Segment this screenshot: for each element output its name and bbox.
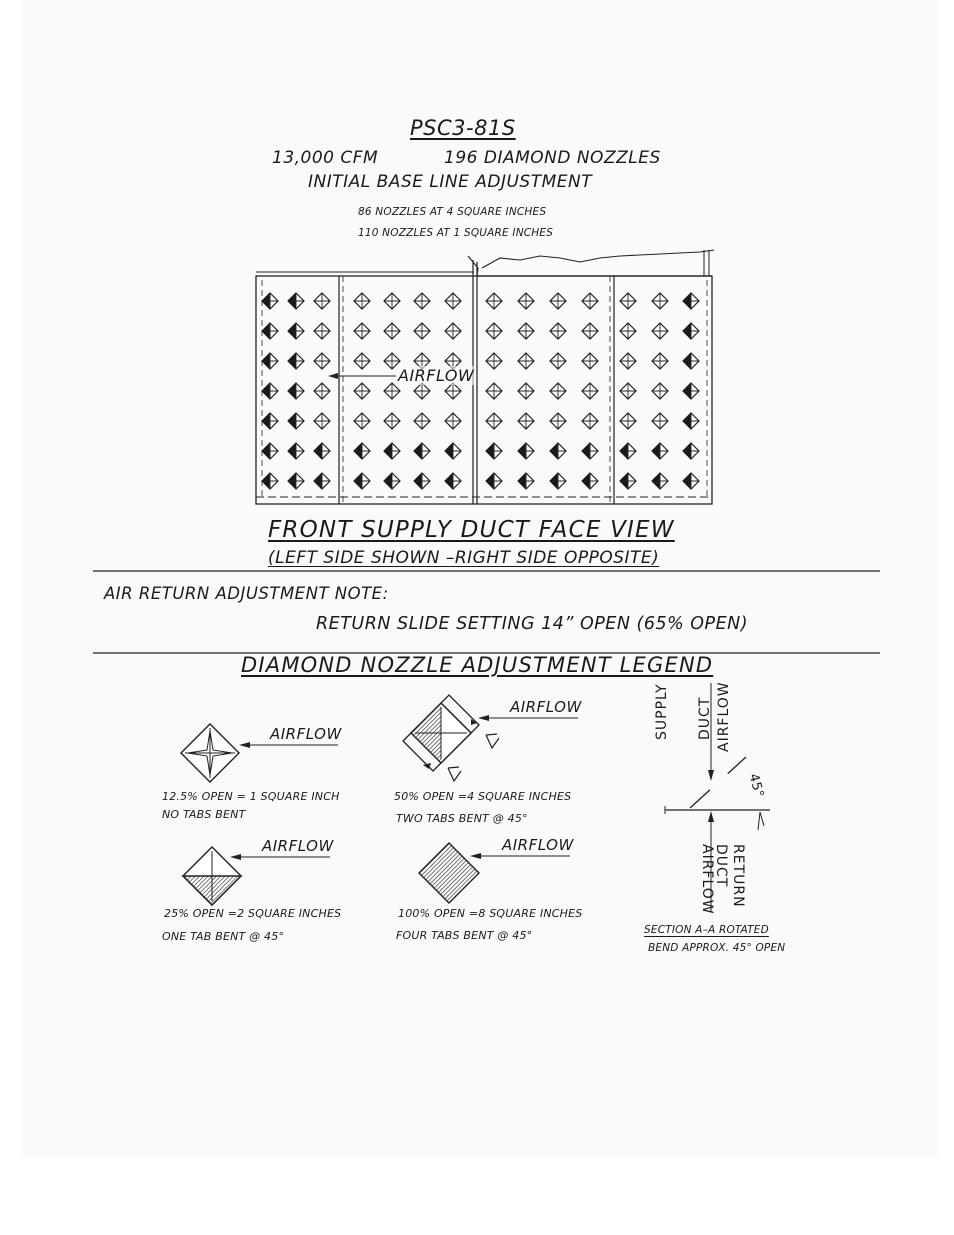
nozzle [518, 473, 534, 489]
nozzle [582, 323, 598, 339]
nozzle [262, 413, 278, 429]
section-return-duct-label: DUCT [713, 844, 729, 888]
adjustment-title: INITIAL BASE LINE ADJUSTMENT [308, 172, 593, 192]
nozzle [354, 443, 370, 459]
nozzle [314, 353, 330, 369]
nozzle [582, 293, 598, 309]
nozzle [354, 473, 370, 489]
duct-airflow-label: AIRFLOW [398, 366, 475, 385]
nozzle [445, 323, 461, 339]
nozzle [683, 473, 699, 489]
nozzle [652, 293, 668, 309]
section-supply-duct-label: DUCT [697, 696, 713, 740]
nozzle [288, 443, 304, 459]
nozzle [620, 413, 636, 429]
nozzle [288, 323, 304, 339]
nozzle [486, 473, 502, 489]
nozzle [550, 293, 566, 309]
nozzle [518, 293, 534, 309]
nozzle [445, 443, 461, 459]
section-return-airflow-label: AIRFLOW [699, 844, 715, 915]
nozzle [288, 413, 304, 429]
nozzle [354, 413, 370, 429]
nozzle [620, 353, 636, 369]
nozzle [683, 383, 699, 399]
nozzle [414, 323, 430, 339]
nozzle [354, 383, 370, 399]
nozzle [652, 473, 668, 489]
legend-1-line2: NO TABS BENT [162, 808, 246, 821]
nozzle [288, 353, 304, 369]
section-return-label: RETURN [730, 844, 746, 908]
nozzle [518, 413, 534, 429]
air-return-title: AIR RETURN ADJUSTMENT NOTE: [104, 584, 389, 603]
nozzle [445, 293, 461, 309]
nozzle [314, 383, 330, 399]
duct-view-title: FRONT SUPPLY DUCT FACE VIEW [268, 517, 675, 543]
section-note: BEND APPROX. 45° OPEN [648, 942, 786, 954]
nozzle [288, 473, 304, 489]
nozzle [550, 323, 566, 339]
nozzle [314, 323, 330, 339]
nozzle [550, 353, 566, 369]
nozzle [384, 293, 400, 309]
nozzle [262, 383, 278, 399]
nozzle [445, 383, 461, 399]
nozzle [518, 353, 534, 369]
legend-4-airflow: AIRFLOW [502, 836, 574, 854]
nozzle [683, 353, 699, 369]
nozzle [652, 443, 668, 459]
legend-symbol-25 [183, 847, 241, 905]
legend-4-line1: 100% OPEN =8 SQUARE INCHES [398, 907, 583, 920]
nozzle [414, 473, 430, 489]
cfm-text: 13,000 CFM [272, 148, 379, 168]
legend-4-line2: FOUR TABS BENT @ 45° [396, 929, 533, 942]
nozzle [683, 443, 699, 459]
nozzle [582, 473, 598, 489]
legend-3-line2: ONE TAB BENT @ 45° [162, 930, 285, 943]
nozzle [518, 323, 534, 339]
nozzle [384, 413, 400, 429]
nozzle [262, 293, 278, 309]
nozzle [620, 383, 636, 399]
nozzle [683, 323, 699, 339]
nozzle [314, 413, 330, 429]
legend-2-line1: 50% OPEN =4 SQUARE INCHES [394, 790, 572, 803]
legend-title: DIAMOND NOZZLE ADJUSTMENT LEGEND [241, 653, 714, 677]
duct-view-subtitle: (LEFT SIDE SHOWN –RIGHT SIDE OPPOSITE) [268, 548, 660, 568]
nozzle [384, 443, 400, 459]
nozzle [486, 293, 502, 309]
legend-3-airflow: AIRFLOW [262, 837, 334, 855]
nozzle [582, 413, 598, 429]
nozzle [262, 323, 278, 339]
legend-2-airflow: AIRFLOW [510, 698, 582, 716]
nozzle [620, 293, 636, 309]
nozzle [582, 353, 598, 369]
nozzle [652, 413, 668, 429]
nozzle [620, 323, 636, 339]
nozzle [486, 383, 502, 399]
nozzle [518, 383, 534, 399]
nozzle [314, 293, 330, 309]
nozzle [414, 383, 430, 399]
nozzle [582, 383, 598, 399]
nozzle [384, 473, 400, 489]
model-title: PSC3-81S [410, 116, 516, 140]
legend-2-line2: TWO TABS BENT @ 45° [396, 812, 528, 825]
nozzle [288, 293, 304, 309]
nozzle [414, 293, 430, 309]
nozzle [486, 443, 502, 459]
legend-symbol-100 [419, 843, 479, 903]
legend-symbol-50 [403, 695, 479, 771]
nozzle [288, 383, 304, 399]
nozzle [620, 473, 636, 489]
nozzle [384, 383, 400, 399]
spec-line-1: 86 NOZZLES AT 4 SQUARE INCHES [358, 206, 547, 218]
nozzle [620, 443, 636, 459]
nozzle [486, 353, 502, 369]
nozzle-count-text: 196 DIAMOND NOZZLES [444, 148, 661, 168]
nozzle [652, 383, 668, 399]
nozzle [652, 323, 668, 339]
nozzle [354, 353, 370, 369]
nozzle [262, 353, 278, 369]
nozzle [550, 473, 566, 489]
nozzle [683, 293, 699, 309]
legend-symbol-12-5 [181, 724, 239, 782]
nozzle [262, 443, 278, 459]
legend-3-line1: 25% OPEN =2 SQUARE INCHES [164, 907, 342, 920]
nozzle [486, 323, 502, 339]
nozzle [354, 293, 370, 309]
nozzle [445, 473, 461, 489]
nozzle [486, 413, 502, 429]
nozzle [550, 413, 566, 429]
nozzle [518, 443, 534, 459]
nozzle [354, 323, 370, 339]
section-caption: SECTION A–A ROTATED [644, 924, 769, 936]
nozzle [550, 383, 566, 399]
nozzle [314, 473, 330, 489]
section-supply-airflow-label: AIRFLOW [716, 681, 732, 752]
nozzle [445, 413, 461, 429]
legend-1-airflow: AIRFLOW [270, 725, 342, 743]
spec-line-2: 110 NOZZLES AT 1 SQUARE INCHES [358, 227, 554, 239]
nozzle [582, 443, 598, 459]
nozzle [683, 413, 699, 429]
nozzle [652, 353, 668, 369]
air-return-setting: RETURN SLIDE SETTING 14” OPEN (65% OPEN) [316, 614, 749, 634]
legend-1-line1: 12.5% OPEN = 1 SQUARE INCH [162, 790, 340, 803]
nozzle [414, 413, 430, 429]
nozzle [314, 443, 330, 459]
nozzle [384, 323, 400, 339]
section-angle-label: 45° [745, 772, 767, 800]
nozzle [262, 473, 278, 489]
nozzle [550, 443, 566, 459]
section-supply-label: SUPPLY [654, 683, 670, 740]
nozzle [414, 443, 430, 459]
